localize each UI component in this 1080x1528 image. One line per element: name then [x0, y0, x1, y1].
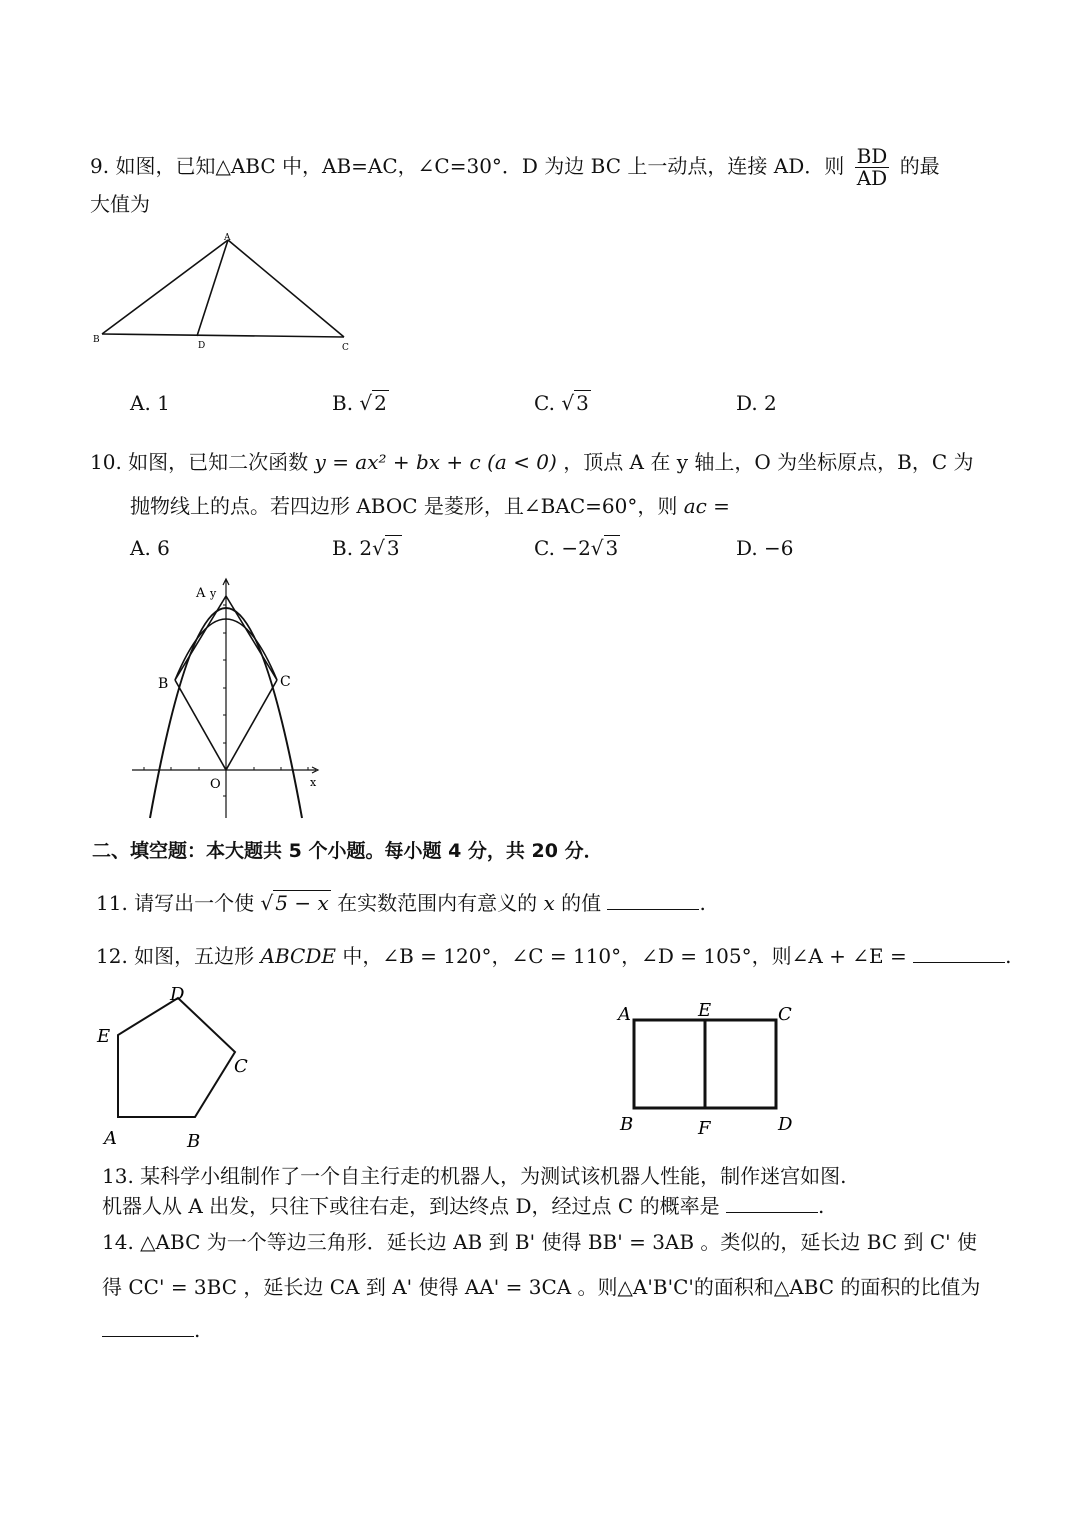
q11-radicand: 5 − x: [275, 891, 329, 915]
q9-option-b-sqrt: √ 2: [359, 391, 387, 415]
q12-shape: ABCDE: [260, 944, 336, 968]
q10-option-b: [332, 536, 402, 560]
q11-text-b: 在实数范围内有意义的: [337, 891, 538, 915]
q9-text-b: 的最: [899, 154, 940, 178]
q13-label-f: F: [698, 1118, 711, 1139]
q10-option-c-radicand: 3: [605, 536, 619, 560]
q12-label-d: D: [170, 984, 185, 1005]
q12-label-c: C: [234, 1056, 248, 1077]
q12-text-b: 中，∠B = 120°，∠C = 110°，∠D = 105°，则∠A + ∠E =: [342, 944, 907, 968]
q9-option-b-radicand: 2: [374, 391, 387, 415]
q10-option-a-label: A.: [130, 536, 151, 560]
q10-option-b-label: B.: [332, 536, 354, 560]
q11-end: .: [699, 891, 706, 915]
q11-answer-blank[interactable]: [607, 891, 699, 910]
q12-end: .: [1005, 944, 1012, 968]
q10-text-a: 如图，已知二次函数: [128, 450, 309, 474]
q14-answer-blank[interactable]: [102, 1318, 194, 1337]
q10-line2: [130, 490, 730, 519]
q13-line1: [102, 1160, 847, 1189]
q10-option-d: [736, 536, 794, 560]
q14-number: 14.: [102, 1230, 134, 1254]
q12-answer-blank[interactable]: [913, 944, 1005, 963]
q10-option-c-sqrt: √ 3: [590, 536, 619, 560]
q13-text-line2: 机器人从 A 出发，只往下或往右走，到达终点 D，经过点 C 的概率是: [102, 1194, 720, 1218]
q11-text-c: 的值: [561, 891, 602, 915]
q9-option-a-label: A.: [130, 391, 151, 415]
q9-label-d: D: [198, 341, 206, 351]
q12-number: 12.: [96, 944, 128, 968]
q13-label-d: D: [778, 1114, 793, 1135]
q13-text-line1: 某科学小组制作了一个自主行走的机器人，为测试该机器人性能，制作迷宫如图.: [140, 1164, 847, 1188]
q14-line2: 得 CC' = 3BC ，延长边 CA 到 A' 使得 AA' = 3CA 。则△A'B'C'的面积和△ABC 的面积的比值为: [102, 1275, 981, 1299]
q9-text-a: 如图，已知△ABC 中，AB=AC，∠C=30°．D 为边 BC 上一动点，连接 AD．则: [115, 154, 845, 178]
q10-option-b-sqrt: √ 3: [372, 536, 400, 560]
q13-label-a: A: [618, 1004, 631, 1025]
q10-option-c-prefix: −2: [561, 536, 591, 560]
q9-fraction: [855, 146, 890, 189]
q14-line3: [102, 1318, 200, 1342]
q12-label-a: A: [104, 1128, 117, 1149]
q13-maze-figure: [610, 998, 810, 1138]
section-2-heading: 二、填空题：本大题共 5 个小题。每小题 4 分，共 20 分．: [92, 840, 603, 862]
q10-option-b-radicand: 3: [386, 536, 400, 560]
q12-line: [96, 940, 1011, 969]
q13-number: 13.: [102, 1164, 134, 1188]
q14-text-line1: △ABC 为一个等边三角形．延长边 AB 到 B' 使得 BB' = 3AB 。类似的，延长边 BC 到 C' 使: [140, 1230, 978, 1254]
q9-option-c-label: C.: [534, 391, 555, 415]
q10-label-o: O: [210, 777, 221, 792]
q12-text-a: 如图，五边形: [134, 944, 255, 968]
q10-text-line2-a: 抛物线上的点。若四边形 ABOC 是菱形，且∠BAC=60°，则: [130, 494, 678, 518]
q13-label-c: C: [778, 1004, 792, 1025]
q12-label-b: B: [187, 1131, 201, 1152]
q9-label-a: A: [224, 233, 231, 243]
q10-label-c: C: [280, 674, 291, 690]
q9-option-c: [534, 391, 591, 415]
q9-option-c-sqrt: √ 3: [561, 391, 589, 415]
q10-option-a: [130, 536, 170, 560]
q10-option-d-label: D.: [736, 536, 758, 560]
q10-option-d-value: −6: [764, 536, 794, 560]
q13-line2: [102, 1190, 824, 1219]
q10-option-c-label: C.: [534, 536, 555, 560]
q10-label-a: A: [196, 586, 206, 601]
q13-answer-blank[interactable]: [726, 1194, 818, 1213]
q9-frac-num: BD: [856, 144, 888, 168]
q14-end: .: [194, 1318, 201, 1342]
q13-end: .: [817, 1194, 825, 1218]
q13-label-e: E: [698, 1000, 712, 1021]
q13-label-b: B: [620, 1114, 634, 1135]
q10-option-a-value: 6: [157, 536, 170, 560]
q10-label-x: x: [310, 776, 317, 789]
q10-label-b: B: [158, 676, 169, 692]
q10-option-b-prefix: 2: [359, 536, 373, 560]
q11-text-a: 请写出一个使: [134, 891, 255, 915]
q10-label-y: y: [210, 587, 217, 600]
q10-formula: y = ax² + bx + c (a < 0): [314, 450, 557, 474]
q9-option-d-value: 2: [764, 391, 777, 415]
q10-text-b: ，顶点 A 在 y 轴上，O 为坐标原点，B，C 为: [563, 450, 974, 474]
q10-parabola-figure: [130, 578, 330, 823]
q9-triangle-figure: [90, 230, 360, 355]
q9-option-d: [736, 391, 777, 415]
q9-option-c-radicand: 3: [576, 391, 589, 415]
q9-frac-den: AD: [856, 166, 888, 190]
q11-number: 11.: [96, 891, 128, 915]
q9-option-b-label: B.: [332, 391, 354, 415]
q10-option-c: [534, 536, 620, 560]
q9-label-b: B: [93, 335, 100, 345]
q10-text-line2-b: ac =: [683, 494, 730, 518]
q11-var: x: [543, 891, 555, 915]
q9-option-b: [332, 391, 389, 415]
q9-option-a-value: 1: [157, 391, 170, 415]
q10-number: 10.: [90, 450, 122, 474]
q10-line1: [90, 446, 974, 475]
q12-label-e: E: [97, 1026, 111, 1047]
q11-sqrt: √ 5 − x: [260, 891, 329, 915]
q9-label-c: C: [342, 343, 349, 353]
q11-line: [96, 887, 706, 916]
q9-line1: [90, 146, 940, 189]
q9-line2: 大值为: [90, 192, 150, 216]
q9-option-a: [130, 391, 170, 415]
q9-number: 9.: [90, 154, 110, 178]
q14-line1: [102, 1226, 977, 1255]
q9-option-d-label: D.: [736, 391, 758, 415]
q12-pentagon-figure: [90, 980, 260, 1155]
